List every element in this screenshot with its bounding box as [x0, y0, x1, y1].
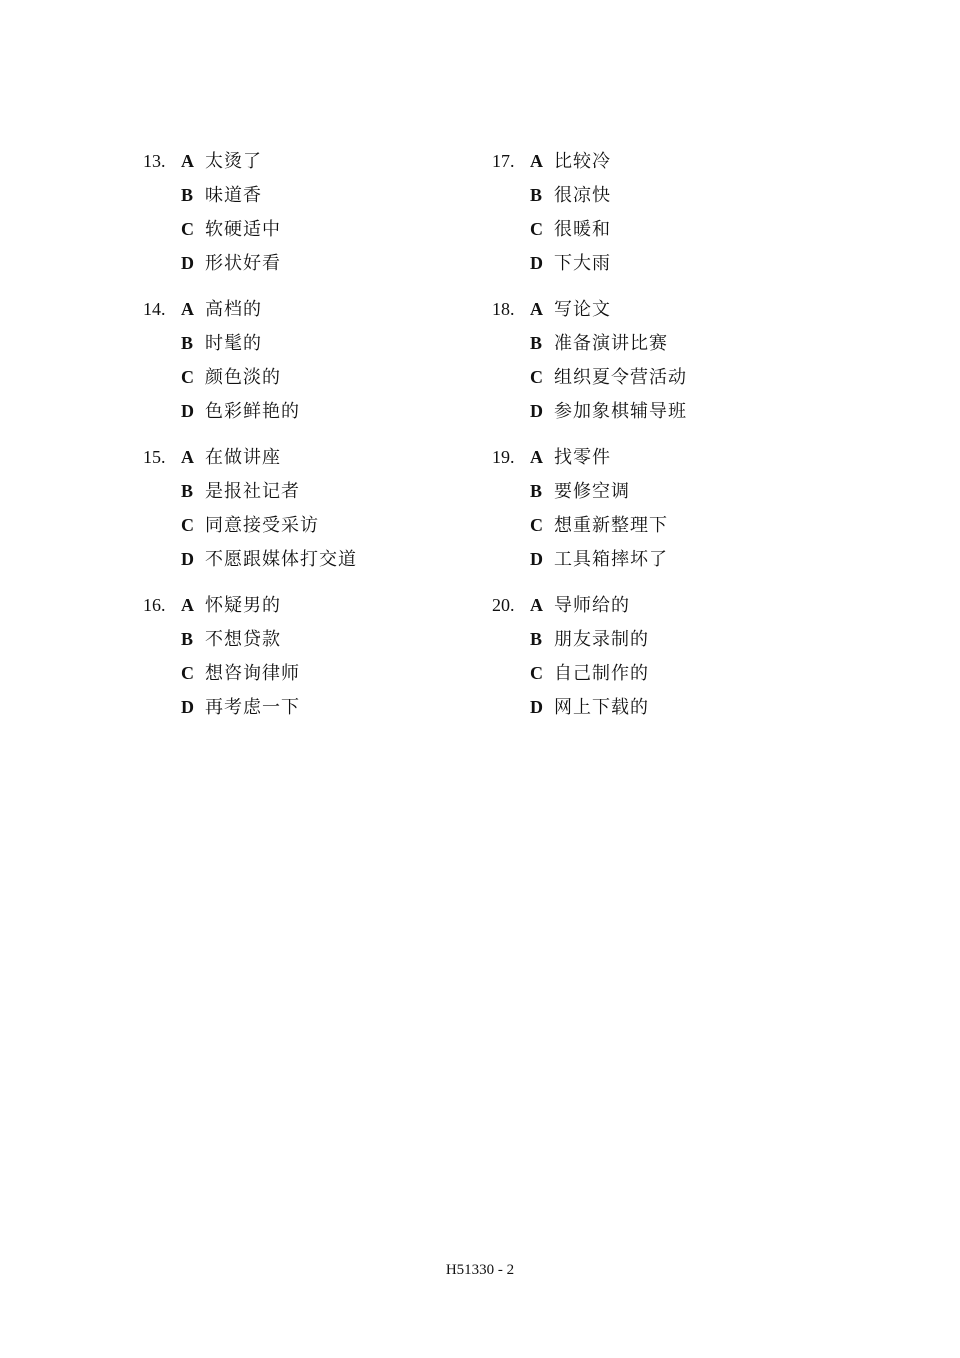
- option-text: 导师给的: [554, 595, 630, 616]
- option-a: [181, 440, 281, 474]
- option-letter: D: [181, 401, 194, 421]
- question-13: [143, 144, 473, 292]
- question-number: 19.: [492, 447, 515, 467]
- option-letter: A: [181, 299, 194, 319]
- option-text: 找零件: [554, 447, 611, 468]
- question-number: 20.: [492, 595, 515, 615]
- option-text: 想重新整理下: [554, 515, 668, 536]
- option-letter: D: [530, 253, 543, 273]
- option-text: 想咨询律师: [205, 663, 300, 684]
- option-a: [530, 144, 611, 178]
- option-letter: B: [530, 185, 543, 205]
- option-c: [181, 212, 281, 246]
- option-text: 色彩鲜艳的: [205, 401, 300, 422]
- option-letter: A: [530, 151, 543, 171]
- option-text: 怀疑男的: [205, 595, 281, 616]
- option-text: 工具箱摔坏了: [554, 549, 668, 570]
- option-letter: C: [530, 663, 543, 683]
- option-letter: D: [530, 697, 543, 717]
- option-d: [181, 394, 300, 428]
- option-b: [181, 178, 262, 212]
- option-text: 写论文: [554, 299, 611, 320]
- option-b: [181, 474, 300, 508]
- option-letter: D: [181, 253, 194, 273]
- option-a: [181, 292, 262, 326]
- question-19: [492, 440, 822, 588]
- option-b: [530, 178, 611, 212]
- option-letter: B: [181, 185, 194, 205]
- option-c: [181, 508, 319, 542]
- option-letter: A: [530, 447, 543, 467]
- option-d: [530, 690, 649, 724]
- option-letter: B: [530, 333, 543, 353]
- option-c: [530, 508, 668, 542]
- option-text: 在做讲座: [205, 447, 281, 468]
- option-d: [530, 542, 668, 576]
- option-c: [181, 656, 300, 690]
- option-letter: C: [530, 367, 543, 387]
- option-text: 准备演讲比赛: [554, 333, 668, 354]
- option-letter: B: [530, 629, 543, 649]
- option-letter: B: [181, 481, 194, 501]
- option-text: 颜色淡的: [205, 367, 281, 388]
- question-number: 13.: [143, 151, 166, 171]
- option-text: 软硬适中: [205, 219, 281, 240]
- question-number: 17.: [492, 151, 515, 171]
- page-footer-code: H51330 - 2: [445, 1262, 515, 1278]
- right-question-column: [492, 144, 822, 736]
- option-c: [530, 212, 611, 246]
- option-b: [530, 326, 668, 360]
- option-text: 再考虑一下: [205, 697, 300, 718]
- option-text: 不想贷款: [205, 629, 281, 650]
- option-text: 不愿跟媒体打交道: [205, 549, 357, 570]
- option-text: 网上下载的: [554, 697, 649, 718]
- option-text: 比较冷: [554, 151, 611, 172]
- option-d: [181, 246, 281, 280]
- option-letter: A: [530, 595, 543, 615]
- option-text: 形状好看: [205, 253, 281, 274]
- option-d: [530, 394, 687, 428]
- option-text: 很暖和: [554, 219, 611, 240]
- option-text: 味道香: [205, 185, 262, 206]
- option-a: [181, 144, 262, 178]
- option-letter: D: [530, 401, 543, 421]
- option-text: 要修空调: [554, 481, 630, 502]
- option-d: [181, 542, 357, 576]
- question-number: 18.: [492, 299, 515, 319]
- option-a: [530, 292, 611, 326]
- option-letter: B: [181, 333, 194, 353]
- question-17: [492, 144, 822, 292]
- option-letter: C: [181, 367, 194, 387]
- option-d: [530, 246, 611, 280]
- option-letter: A: [530, 299, 543, 319]
- option-letter: A: [181, 151, 194, 171]
- question-number: 16.: [143, 595, 166, 615]
- option-letter: C: [530, 219, 543, 239]
- option-text: 高档的: [205, 299, 262, 320]
- option-text: 时髦的: [205, 333, 262, 354]
- option-a: [530, 440, 611, 474]
- option-letter: A: [181, 595, 194, 615]
- option-letter: C: [181, 219, 194, 239]
- left-question-column: [143, 144, 473, 736]
- option-b: [530, 474, 630, 508]
- question-18: [492, 292, 822, 440]
- option-text: 是报社记者: [205, 481, 300, 502]
- option-text: 朋友录制的: [554, 629, 649, 650]
- option-letter: B: [181, 629, 194, 649]
- option-c: [530, 656, 649, 690]
- option-d: [181, 690, 300, 724]
- option-a: [181, 588, 281, 622]
- option-text: 参加象棋辅导班: [554, 401, 687, 422]
- question-16: [143, 588, 473, 736]
- option-c: [530, 360, 687, 394]
- question-14: [143, 292, 473, 440]
- option-text: 很凉快: [554, 185, 611, 206]
- option-letter: D: [181, 549, 194, 569]
- option-a: [530, 588, 630, 622]
- option-text: 组织夏令营活动: [554, 367, 687, 388]
- option-letter: C: [181, 663, 194, 683]
- question-20: [492, 588, 822, 736]
- option-letter: A: [181, 447, 194, 467]
- option-letter: C: [181, 515, 194, 535]
- option-text: 下大雨: [554, 253, 611, 274]
- option-b: [181, 326, 262, 360]
- option-c: [181, 360, 281, 394]
- option-text: 自己制作的: [554, 663, 649, 684]
- option-b: [530, 622, 649, 656]
- option-letter: C: [530, 515, 543, 535]
- option-letter: D: [530, 549, 543, 569]
- question-number: 14.: [143, 299, 166, 319]
- question-15: [143, 440, 473, 588]
- question-number: 15.: [143, 447, 166, 467]
- option-letter: B: [530, 481, 543, 501]
- option-text: 太烫了: [205, 151, 262, 172]
- option-b: [181, 622, 281, 656]
- option-letter: D: [181, 697, 194, 717]
- option-text: 同意接受采访: [205, 515, 319, 536]
